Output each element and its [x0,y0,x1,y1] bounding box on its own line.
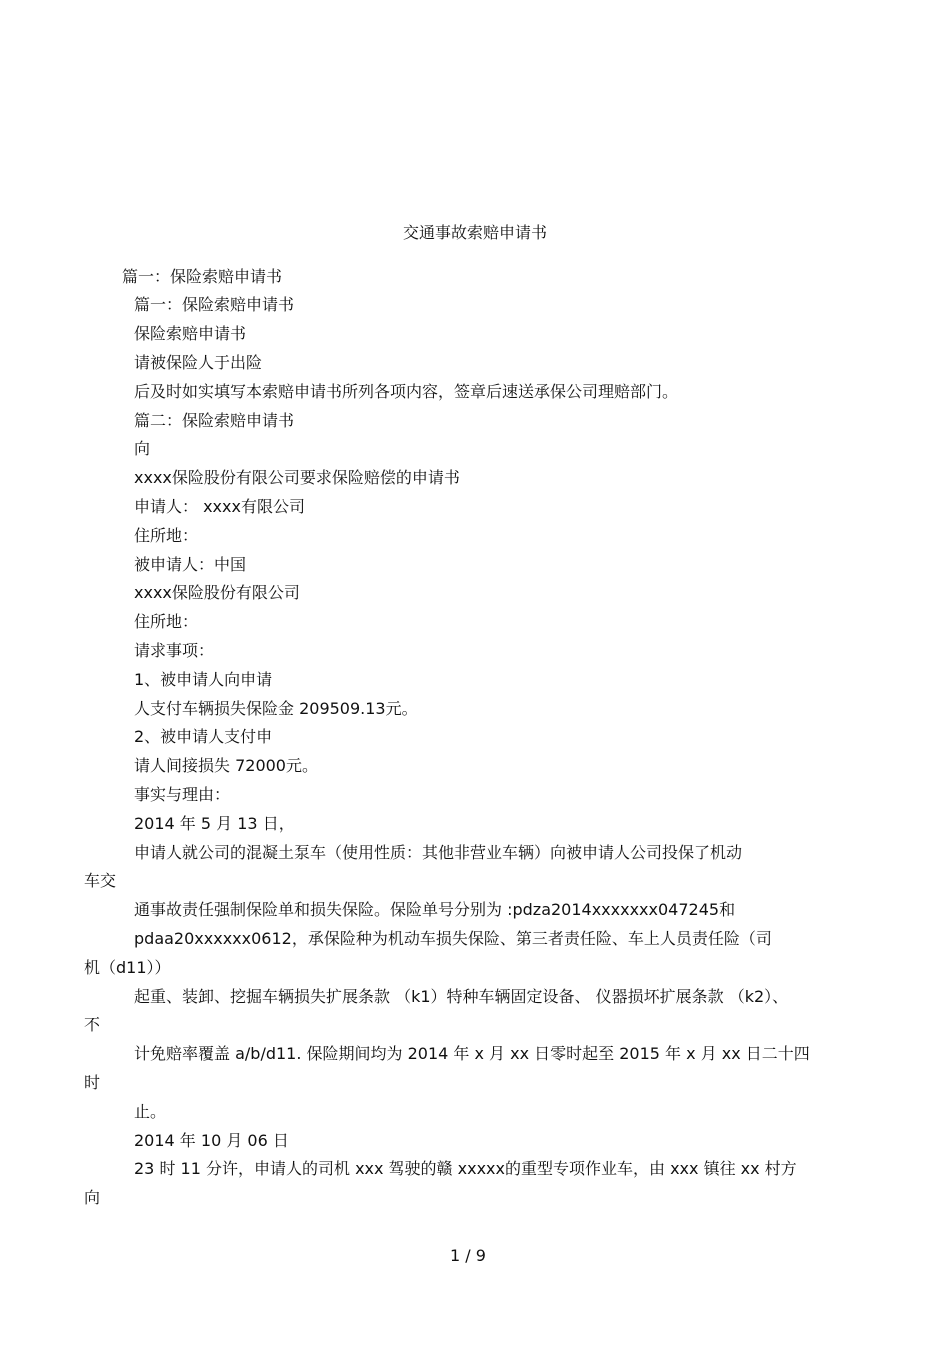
text-line: 被申请人：中国 [134,555,247,574]
text-line: 人支付车辆损失保险金 209509.13元。 [134,699,418,718]
text-line: 机（d11）） [84,958,171,977]
text-line: xxxx保险股份有限公司要求保险赔偿的申请书 [134,468,460,487]
text-line: 向 [134,439,151,458]
text-line: 保险索赔申请书 [134,324,247,343]
text-line: 1、被申请人向申请 [134,670,273,689]
text-line: 车交 [84,871,117,890]
text-line: 住所地： [134,612,199,631]
text-line: 篇二：保险索赔申请书 [134,411,295,430]
text-line: 不 [84,1015,101,1034]
text-line: 事实与理由： [134,785,231,804]
text-line: 申请人就公司的混凝土泵车（使用性质：其他非营业车辆）向被申请人公司投保了机动 [134,843,743,862]
text-line: 23 时 11 分许，申请人的司机 xxx 驾驶的赣 xxxxx的重型专项作业车，由 xxx 镇往 xx 村方 [134,1159,797,1178]
document-title: 交通事故索赔申请书 [402,223,547,242]
text-line: 申请人： xxxx有限公司 [134,497,305,516]
text-line: 起重、装卸、挖掘车辆损失扩展条款 （k1）特种车辆固定设备、 仪器损坏扩展条款 （k2）、 [134,987,789,1006]
text-line: 住所地： [134,526,199,545]
text-line: 2014 年 10 月 06 日 [134,1131,289,1150]
text-line: 通事故责任强制保险单和损失保险。保险单号分别为 :pdza2014xxxxxxx047245和 [134,900,736,919]
text-line: 时 [84,1073,101,1092]
text-line: 2014 年 5 月 13 日， [134,814,295,833]
text-line: 请人间接损失 72000元。 [134,756,318,775]
text-line: xxxx保险股份有限公司 [134,583,300,602]
text-line: 请被保险人于出险 [134,353,263,372]
text-line: 篇一：保险索赔申请书 [122,267,283,286]
text-line: 篇一：保险索赔申请书 [134,295,295,314]
text-line: 2、被申请人支付申 [134,727,273,746]
text-line: 止。 [134,1102,167,1121]
text-line: pdaa20xxxxxx0612，承保险种为机动车损失保险、第三者责任险、车上人员责任险（司 [134,929,772,948]
text-line: 请求事项： [134,641,215,660]
page-number: 1 / 9 [450,1246,486,1265]
text-line: 计免赔率覆盖 a/b/d11. 保险期间均为 2014 年 x 月 xx 日零时起至 2015 年 x 月 xx 日二十四 [134,1044,810,1063]
text-line: 后及时如实填写本索赔申请书所列各项内容，签章后速送承保公司理赔部门。 [134,382,679,401]
text-line: 向 [84,1188,101,1207]
